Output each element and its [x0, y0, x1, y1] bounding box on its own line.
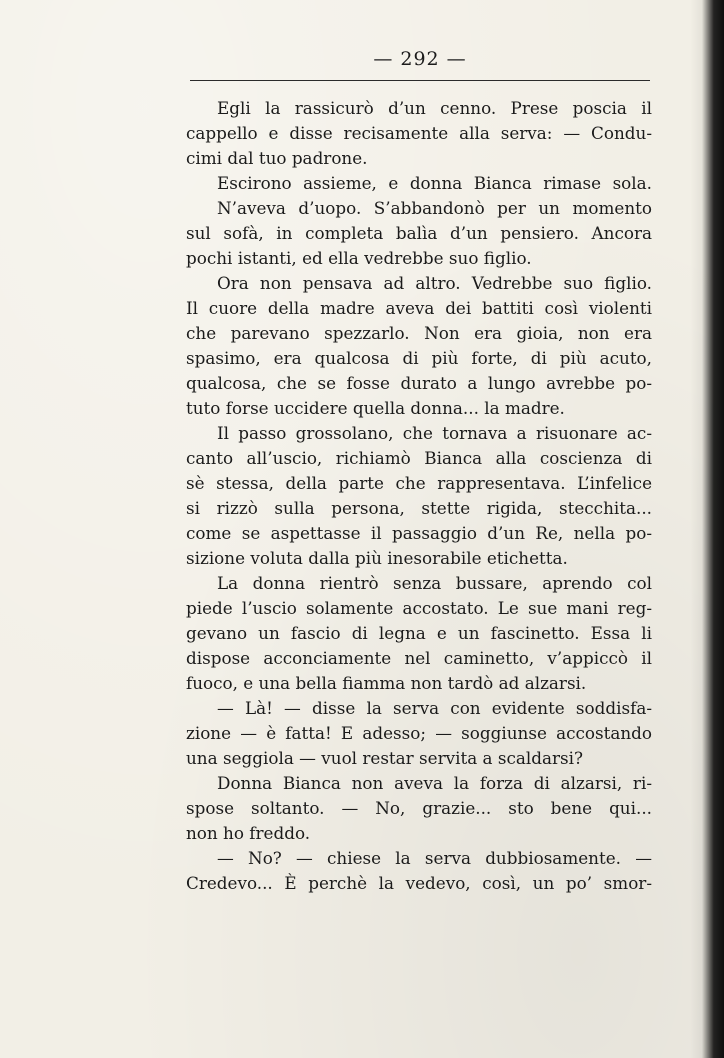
- text-line: sul sofà, in completa balìa d’un pensiero. Ancora: [186, 223, 652, 243]
- text-line: gevano un fascio di legna e un fascinetto. Essa li: [186, 623, 652, 643]
- text-line: dispose acconciamente nel caminetto, v’appiccò il: [186, 648, 652, 668]
- header-rule: [190, 80, 650, 81]
- text-line: come se aspettasse il passaggio d’un Re, nella po-: [186, 523, 652, 543]
- text-line: piede l’uscio solamente accostato. Le sue mani reg-: [186, 598, 652, 618]
- page-binding-edge: [690, 0, 724, 1058]
- page-header: [190, 46, 650, 86]
- text-line: sizione voluta dalla più inesorabile etichetta.: [186, 548, 568, 568]
- text-line: — No? — chiese la serva dubbiosamente. —: [217, 848, 652, 868]
- text-line: Ora non pensava ad altro. Vedrebbe suo figlio.: [217, 273, 652, 293]
- text-line: canto all’uscio, richiamò Bianca alla coscienza di: [186, 448, 652, 468]
- text-line: Il passo grossolano, che tornava a risuonare ac-: [217, 423, 652, 443]
- text-line: si rizzò sulla persona, stette rigida, stecchita...: [186, 498, 652, 518]
- text-line: qualcosa, che se fosse durato a lungo avrebbe po-: [186, 373, 652, 393]
- text-line: una seggiola — vuol restar servita a scaldarsi?: [186, 748, 583, 768]
- text-line: spose soltanto. — No, grazie... sto bene qui...: [186, 798, 652, 818]
- text-line: Donna Bianca non aveva la forza di alzarsi, ri-: [217, 773, 652, 793]
- text-line: N’aveva d’uopo. S’abbandonò per un momento: [217, 198, 652, 218]
- text-line: che parevano spezzarlo. Non era gioia, non era: [186, 323, 652, 343]
- text-line: zione — è fatta! E adesso; — soggiunse accostando: [186, 723, 652, 743]
- text-line: non ho freddo.: [186, 823, 311, 843]
- text-line: fuoco, e una bella fiamma non tardò ad alzarsi.: [186, 673, 587, 693]
- text-line: tuto forse uccidere quella donna... la madre.: [186, 398, 565, 418]
- page-number: — 292 —: [373, 48, 467, 70]
- body-text: [186, 96, 652, 896]
- text-line: cimi dal tuo padrone.: [186, 148, 368, 168]
- text-line: Credevo... È perchè la vedevo, così, un po’ smor-: [186, 873, 652, 893]
- text-line: spasimo, era qualcosa di più forte, di più acuto,: [186, 348, 652, 368]
- text-line: cappello e disse recisamente alla serva: — Condu-: [186, 123, 652, 143]
- text-line: Il cuore della madre aveva dei battiti così violenti: [186, 298, 652, 318]
- text-line: sè stessa, della parte che rappresentava. L’infelice: [186, 473, 652, 493]
- text-line: Escirono assieme, e donna Bianca rimase sola.: [217, 173, 652, 193]
- text-line: Egli la rassicurò d’un cenno. Prese poscia il: [217, 98, 652, 118]
- text-line: pochi istanti, ed ella vedrebbe suo figlio.: [186, 248, 532, 268]
- text-line: — Là! — disse la serva con evidente soddisfa-: [217, 698, 652, 718]
- text-line: La donna rientrò senza bussare, aprendo col: [217, 573, 652, 593]
